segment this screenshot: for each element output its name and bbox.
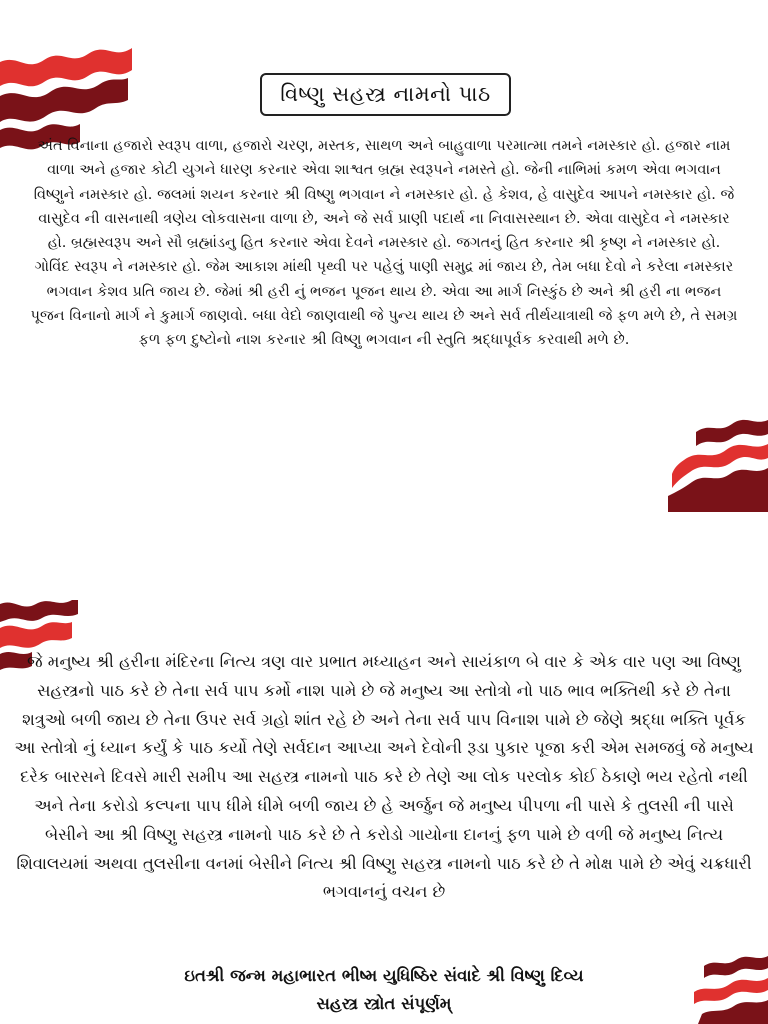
body-paragraph: જે મનુષ્ય શ્રી હરીના મંદિરના નિત્ય ત્રણ વાર પ્રભાત મધ્યાહન અને સાયંકાળ બે વાર કે એક વાર પણ આ વિષ્ણુ સહસ્ત્રનો પાઠ કરે છે તેના સર્વ પાપ કર્મો નાશ પામે છે જે મનુષ્ય આ સ્તોત્રો નો પાઠ ભાવ ભક્તિથી કરે છે તેના શત્રુઓ બળી જાય છે તેના ઉપર સર્વ ગ્રહો શાંત રહે છે અને તેના સર્વ પાપ વિનાશ પામે છે જેણે શ્રદ્ધા ભક્તિ પૂર્વક આ સ્તોત્રો નું ધ્યાન કર્યું કે પાઠ કર્યો તેણે સર્વદાન આપ્યા અને દેવોની રૂડા પુકાર પૂજા કરી એમ સમજવું જે મનુષ્ય દરેક બારસને દિવસે મારી સમીપ આ સહસ્ત્ર નામનો પાઠ કરે છે તેણે આ લોક પરલોક કોઈ ઠેકાણે ભય રહેતો નથી અને તેના કરોડો કલ્પના પાપ ધીમે ધીમે બળી જાય છે હે અર્જુન જે મનુષ્ય પીપળા ની પાસે કે તુલસી ની પાસે બેસીને આ શ્રી વિષ્ણુ સહસ્ત્ર નામનો પાઠ કરે છે તે કરોડો ગાયોના દાનનું ફળ પામે છે વળી જે મનુષ્ય નિત્ય શિવાલયમાં અથવા તુલસીના વનમાં બેસીને નિત્ય શ્રી વિષ્ણુ સહસ્ત્ર નામનો પાઠ કરે છે તે મોક્ષ પામે છે એવું ચક્રધારી ભગવાનનું વચન છે: [14, 652, 754, 902]
page-2: [0, 512, 768, 1024]
wave-ribbon-bottom-right: [668, 400, 768, 512]
page-title-text: વિષ્ણુ સહસ્ત્ર નામનો પાઠ: [280, 82, 491, 106]
closing-line-1: ઇતશ્રી જન્મ મહાભારત ભીષ્મ યુધિષ્ઠિર સંવાદે શ્રી વિષ્ણુ દિવ્ય: [184, 966, 584, 985]
page-title: [260, 73, 511, 116]
closing-line-2: સહસ્ત્ર સ્ત્રોત સંપૂર્ણમ્: [316, 994, 452, 1013]
intro-paragraph: અંત વિનાના હજારો સ્વરૂપ વાળા, હજારો ચરણ, મસ્તક, સાથળ અને બાહુવાળા પરમાત્મા તમને નમસ્કાર હો. હજાર નામ વાળા અને હજાર કોટી યુગને ધારણ કરનાર એવા શાશ્વત બ્રહ્મ સ્વરૂપને નમસ્તે હો. જેની નાભિમાં કમળ એવા ભગવાન વિષ્ણુને નમસ્કાર હો. જલમાં શયન કરનાર શ્રી વિષ્ણુ ભગવાન ને નમસ્કાર હો. હે કેશવ, હે વાસુદેવ આપને નમસ્કાર હો. જે વાસુદેવ ની વાસનાથી ત્રણેય લોકવાસના વાળા છે, અને જે સર્વ પ્રાણી પદાર્થ ના નિવાસસ્થાન છે. એવા વાસુદેવ ને નમસ્કાર હો. બ્રહ્મસ્વરૂપ અને સૌ બ્રહ્માંડનુ હિત કરનાર એવા દેવને નમસ્કાર હો. જગતનું હિત કરનાર શ્રી કૃષ્ણ ને નમસ્કાર હો. ગોવિંદ સ્વરૂપ ને નમસ્કાર હો. જેમ આકાશ માંથી પૃથ્વી પર પહેલું પાણી સમુદ્ર માં જાય છે, તેમ બધા દેવો ને કરેલા નમસ્કાર ભગવાન કેશવ પ્રતિ જાય છે. જેમાં શ્રી હરી નું ભજન પૂજન થાય છે. એવા આ માર્ગ નિસ્કુંઠ છે અને શ્રી હરી ના ભજન પૂજન વિનાનો માર્ગ ને કુમાર્ગ જાણવો. બધા વેદો જાણવાથી જે પુન્ય થાય છે અને સર્વ તીર્થયાત્રાથી જે ફળ મળે છે, તે સમગ્ર ફળ ફળ દુષ્ટોનો નાશ કરનાર શ્રી વિષ્ણુ ભગવાન ની સ્તુતિ શ્રદ્ધાપૂર્વક કરવાથી મળે છે.: [30, 137, 738, 349]
